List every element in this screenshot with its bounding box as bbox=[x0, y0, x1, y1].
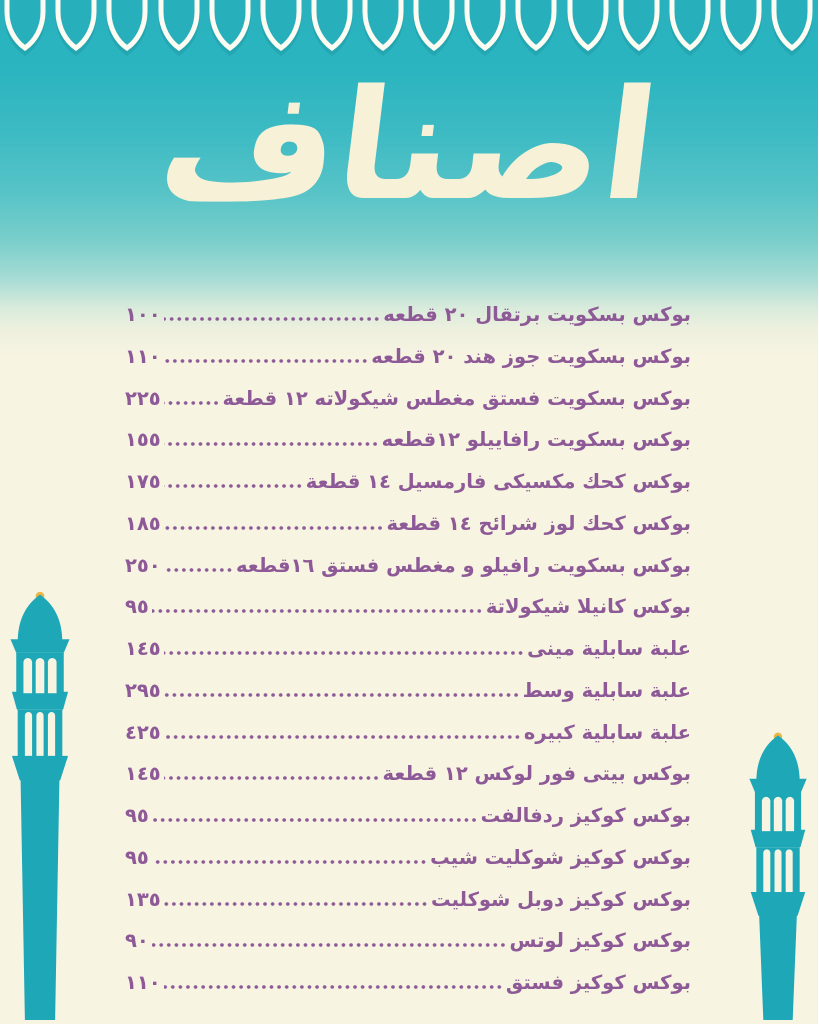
item-price: ١١٠ bbox=[126, 971, 162, 994]
dotted-leader bbox=[165, 678, 521, 704]
dotted-leader bbox=[165, 553, 234, 579]
item-price: ٤٢٥ bbox=[126, 720, 162, 744]
dotted-leader bbox=[165, 970, 504, 996]
dotted-leader bbox=[165, 636, 525, 662]
menu-item-row bbox=[126, 469, 692, 495]
item-name: بوكس بسكويت جوز هند ٢٠ قطعه bbox=[372, 344, 692, 368]
item-name: علبة سابلية وسط bbox=[523, 678, 692, 702]
item-price: ١٥٥ bbox=[126, 428, 162, 452]
menu-item-row bbox=[126, 678, 692, 704]
item-name: بوكس كوكيز شوكليت شيب bbox=[431, 845, 692, 869]
item-name: بوكس بيتى فور لوكس ١٢ قطعة bbox=[383, 762, 692, 786]
pennant-shield-icon bbox=[5, 0, 47, 53]
item-name: بوكس كوكيز دوبل شوكليت bbox=[432, 887, 692, 911]
item-price: ٩٥ bbox=[126, 845, 150, 869]
dotted-leader bbox=[153, 928, 508, 954]
bunting-row bbox=[0, 0, 819, 57]
dotted-leader bbox=[165, 511, 385, 537]
pennant-shield-icon bbox=[363, 0, 405, 53]
minaret-crescent-icon bbox=[5, 550, 77, 1024]
menu-item-row bbox=[126, 720, 692, 746]
dotted-leader bbox=[165, 427, 380, 453]
item-name: بوكس كوكيز فستق bbox=[506, 971, 692, 994]
menu-item-row bbox=[126, 636, 692, 662]
menu-item-row bbox=[126, 511, 692, 537]
menu-item-row bbox=[126, 803, 692, 829]
menu-item-row bbox=[126, 887, 692, 913]
item-name: بوكس بسكويت رافاييلو ١٢قطعه bbox=[382, 428, 692, 452]
item-price: ٩٥ bbox=[126, 595, 150, 619]
dotted-leader bbox=[165, 469, 304, 495]
item-name: بوكس كحك مكسيكى فارمسيل ١٤ قطعة bbox=[306, 470, 692, 493]
pennant-shield-icon bbox=[465, 0, 507, 53]
menu-item-row bbox=[126, 427, 692, 453]
pennant-shield-icon bbox=[107, 0, 149, 53]
item-name: علبة سابلية مينى bbox=[528, 637, 692, 660]
pennant-shield-icon bbox=[56, 0, 98, 53]
item-name: بوكس كوكيز ردفالفت bbox=[481, 804, 692, 827]
dotted-leader bbox=[165, 720, 522, 746]
pennant-shield-icon bbox=[414, 0, 456, 53]
pennant-shield-icon bbox=[261, 0, 303, 53]
dotted-leader bbox=[153, 845, 428, 871]
menu-item-row bbox=[126, 302, 692, 328]
pennant-shield-icon bbox=[568, 0, 610, 53]
pennant-shield-icon bbox=[210, 0, 252, 53]
menu-item-row bbox=[126, 845, 692, 871]
dotted-leader bbox=[153, 803, 479, 829]
menu-item-row bbox=[126, 386, 692, 412]
menu-item-row bbox=[126, 553, 692, 579]
page-title: اصناف bbox=[151, 57, 668, 234]
menu-item-row bbox=[126, 344, 692, 370]
dotted-leader bbox=[165, 302, 382, 328]
item-price: ١٣٥ bbox=[126, 887, 162, 911]
pennant-shield-icon bbox=[619, 0, 661, 53]
item-price: ٢٩٥ bbox=[126, 678, 162, 702]
item-name: بوكس بسكويت فستق مغطس شيكولاته ١٢ قطعة bbox=[223, 386, 692, 410]
dotted-leader bbox=[165, 887, 429, 913]
item-name: علبة سابلية كبيره bbox=[524, 720, 692, 744]
menu-item-row bbox=[126, 970, 692, 996]
minaret-crescent-icon bbox=[744, 692, 814, 1024]
pennant-shield-icon bbox=[772, 0, 814, 53]
item-price: ٢٢٥ bbox=[126, 386, 162, 410]
dotted-leader bbox=[165, 344, 370, 370]
item-name: بوكس كانيلا شيكولاتة bbox=[486, 595, 692, 619]
pennant-shield-icon bbox=[159, 0, 201, 53]
item-price: ١٤٥ bbox=[126, 637, 162, 660]
item-price: ٢٥٠ bbox=[126, 553, 162, 577]
item-price: ٩٠ bbox=[126, 929, 150, 953]
menu-item-row bbox=[126, 594, 692, 620]
item-name: بوكس بسكويت رافيلو و مغطس فستق ١٦قطعه bbox=[236, 553, 692, 577]
menu-item-row bbox=[126, 761, 692, 787]
price-list bbox=[126, 302, 692, 996]
dotted-leader bbox=[165, 386, 221, 412]
dotted-leader bbox=[153, 594, 484, 620]
item-price: ١٨٥ bbox=[126, 511, 162, 535]
pennant-shield-icon bbox=[670, 0, 712, 53]
item-name: بوكس كحك لوز شرائح ١٤ قطعة bbox=[387, 511, 692, 535]
menu-item-row bbox=[126, 928, 692, 954]
item-price: ١١٠ bbox=[126, 344, 162, 368]
pennant-shield-icon bbox=[516, 0, 558, 53]
item-price: ١٤٥ bbox=[126, 762, 162, 786]
item-price: ١٠٠ bbox=[126, 303, 162, 326]
item-name: بوكس بسكويت برتقال ٢٠ قطعه bbox=[384, 303, 692, 326]
pennant-shield-icon bbox=[721, 0, 763, 53]
item-price: ٩٥ bbox=[126, 804, 150, 827]
item-price: ١٧٥ bbox=[126, 470, 162, 493]
dotted-leader bbox=[165, 761, 381, 787]
item-name: بوكس كوكيز لوتس bbox=[510, 929, 692, 953]
pennant-shield-icon bbox=[312, 0, 354, 53]
